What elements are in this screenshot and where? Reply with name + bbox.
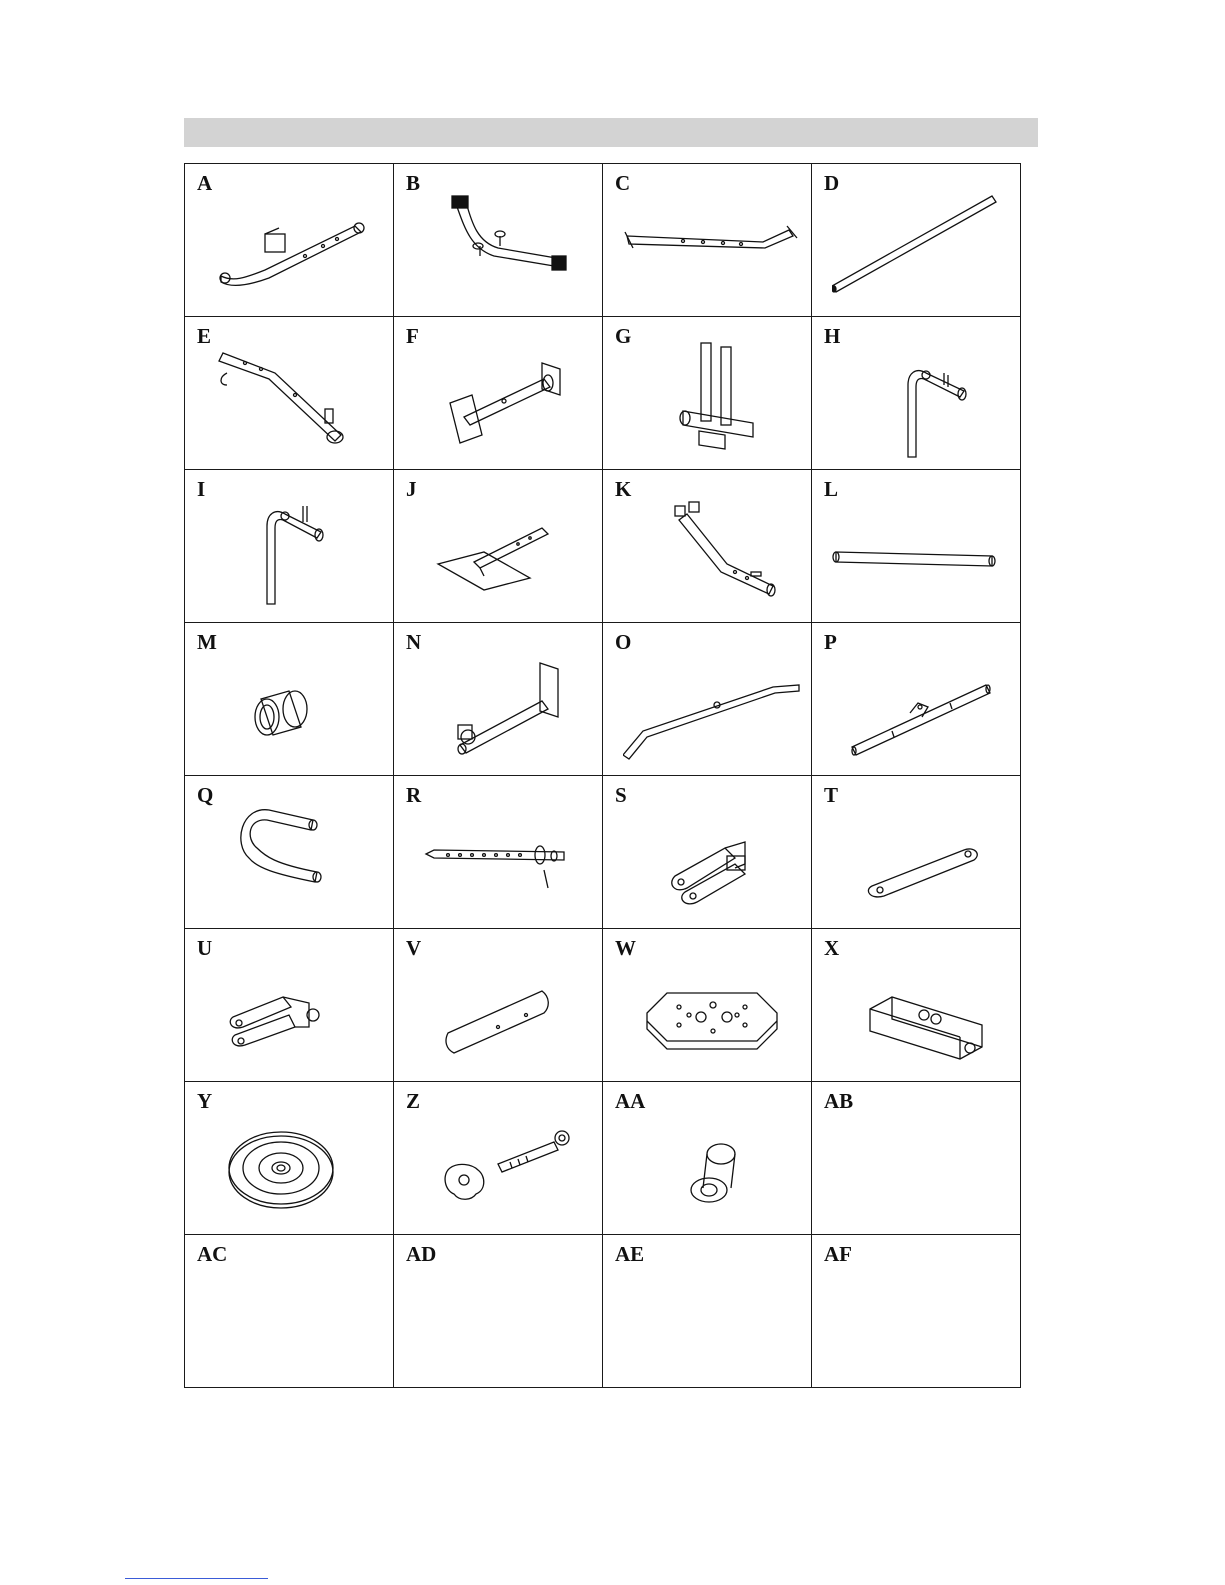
upright-post-pair-icon bbox=[623, 339, 801, 463]
perforated-plate-icon bbox=[623, 951, 801, 1075]
table-row bbox=[185, 623, 1021, 776]
bracket-tube-icon bbox=[414, 339, 592, 463]
part-label: AE bbox=[615, 1242, 645, 1266]
part-cell-n bbox=[394, 623, 603, 776]
flanged-bushing-icon bbox=[623, 1104, 801, 1228]
part-cell-q bbox=[185, 776, 394, 929]
part-label: I bbox=[197, 477, 206, 501]
part-cell-d bbox=[812, 164, 1021, 317]
part-cell-v bbox=[394, 929, 603, 1082]
part-label: AF bbox=[824, 1242, 852, 1266]
part-label: AC bbox=[197, 1242, 228, 1266]
part-label: AA bbox=[615, 1089, 646, 1113]
table-row bbox=[185, 317, 1021, 470]
part-label: X bbox=[824, 936, 840, 960]
part-label: L bbox=[824, 477, 839, 501]
part-cell-e bbox=[185, 317, 394, 470]
part-cell-r bbox=[394, 776, 603, 929]
table-row bbox=[185, 776, 1021, 929]
part-label: T bbox=[824, 783, 839, 807]
part-label: Q bbox=[197, 783, 214, 807]
part-label: Y bbox=[197, 1089, 213, 1113]
part-label: D bbox=[824, 171, 840, 195]
table-row bbox=[185, 470, 1021, 623]
part-cell-o bbox=[603, 623, 812, 776]
part-label: A bbox=[197, 171, 213, 195]
part-cell-ae bbox=[603, 1235, 812, 1388]
part-label: N bbox=[406, 630, 422, 654]
table-row bbox=[185, 1235, 1021, 1388]
clevis-bracket-icon bbox=[623, 798, 801, 922]
part-label: P bbox=[824, 630, 837, 654]
part-label: B bbox=[406, 171, 421, 195]
wall-bracket-arm-icon bbox=[414, 645, 592, 769]
part-label: G bbox=[615, 324, 632, 348]
parts-table bbox=[184, 163, 1021, 1388]
curved-handle-tube-icon bbox=[414, 186, 592, 310]
part-label: AD bbox=[406, 1242, 437, 1266]
part-label: W bbox=[615, 936, 636, 960]
part-label: R bbox=[406, 783, 422, 807]
part-label: M bbox=[197, 630, 217, 654]
part-cell-k bbox=[603, 470, 812, 623]
straight-bar-with-tab-icon bbox=[832, 645, 1010, 769]
footer-link-underline bbox=[125, 1578, 268, 1579]
part-label: K bbox=[615, 477, 632, 501]
part-cell-m bbox=[185, 623, 394, 776]
short-tube-icon bbox=[832, 492, 1010, 616]
square-block-icon bbox=[832, 951, 1010, 1075]
pin-rod-icon bbox=[414, 798, 592, 922]
part-cell-c bbox=[603, 164, 812, 317]
part-cell-af bbox=[812, 1235, 1021, 1388]
bushing-sleeve-icon bbox=[205, 645, 383, 769]
u-bracket-icon bbox=[205, 951, 383, 1075]
part-label: E bbox=[197, 324, 212, 348]
straight-rod-icon bbox=[832, 186, 1010, 310]
part-cell-p bbox=[812, 623, 1021, 776]
part-cell-t bbox=[812, 776, 1021, 929]
part-cell-x bbox=[812, 929, 1021, 1082]
part-cell-u bbox=[185, 929, 394, 1082]
tube-frame-a-icon bbox=[205, 186, 383, 310]
part-label: V bbox=[406, 936, 422, 960]
part-cell-y bbox=[185, 1082, 394, 1235]
part-cell-a bbox=[185, 164, 394, 317]
section-header-bar bbox=[184, 118, 1038, 147]
part-cell-ac bbox=[185, 1235, 394, 1388]
table-row bbox=[185, 164, 1021, 317]
part-cell-ab bbox=[812, 1082, 1021, 1235]
part-cell-j bbox=[394, 470, 603, 623]
curved-cover-icon bbox=[414, 951, 592, 1075]
l-post-h-icon bbox=[832, 339, 1010, 463]
tube-frame-e-icon bbox=[205, 339, 383, 463]
long-frame-bar-icon bbox=[623, 186, 801, 310]
angled-tube-icon bbox=[623, 492, 801, 616]
part-label: O bbox=[615, 630, 632, 654]
flat-plate-rail-icon bbox=[414, 492, 592, 616]
part-cell-w bbox=[603, 929, 812, 1082]
l-post-i-icon bbox=[205, 492, 383, 616]
table-row bbox=[185, 929, 1021, 1082]
part-label: AB bbox=[824, 1089, 854, 1113]
table-row bbox=[185, 1082, 1021, 1235]
part-cell-l bbox=[812, 470, 1021, 623]
part-cell-ad bbox=[394, 1235, 603, 1388]
part-cell-f bbox=[394, 317, 603, 470]
part-cell-z bbox=[394, 1082, 603, 1235]
part-label: C bbox=[615, 171, 631, 195]
part-label: J bbox=[406, 477, 417, 501]
part-label: S bbox=[615, 783, 627, 807]
curved-bar-icon bbox=[623, 645, 801, 769]
part-cell-aa bbox=[603, 1082, 812, 1235]
part-label: F bbox=[406, 324, 419, 348]
part-cell-s bbox=[603, 776, 812, 929]
part-label: H bbox=[824, 324, 841, 348]
link-plate-icon bbox=[832, 798, 1010, 922]
part-cell-g bbox=[603, 317, 812, 470]
knob-and-eye-bolt-icon bbox=[414, 1104, 592, 1228]
part-cell-h bbox=[812, 317, 1021, 470]
u-handle-icon bbox=[205, 798, 383, 922]
pulley-icon bbox=[205, 1104, 383, 1228]
part-cell-i bbox=[185, 470, 394, 623]
part-label: U bbox=[197, 936, 213, 960]
part-label: Z bbox=[406, 1089, 421, 1113]
part-cell-b bbox=[394, 164, 603, 317]
